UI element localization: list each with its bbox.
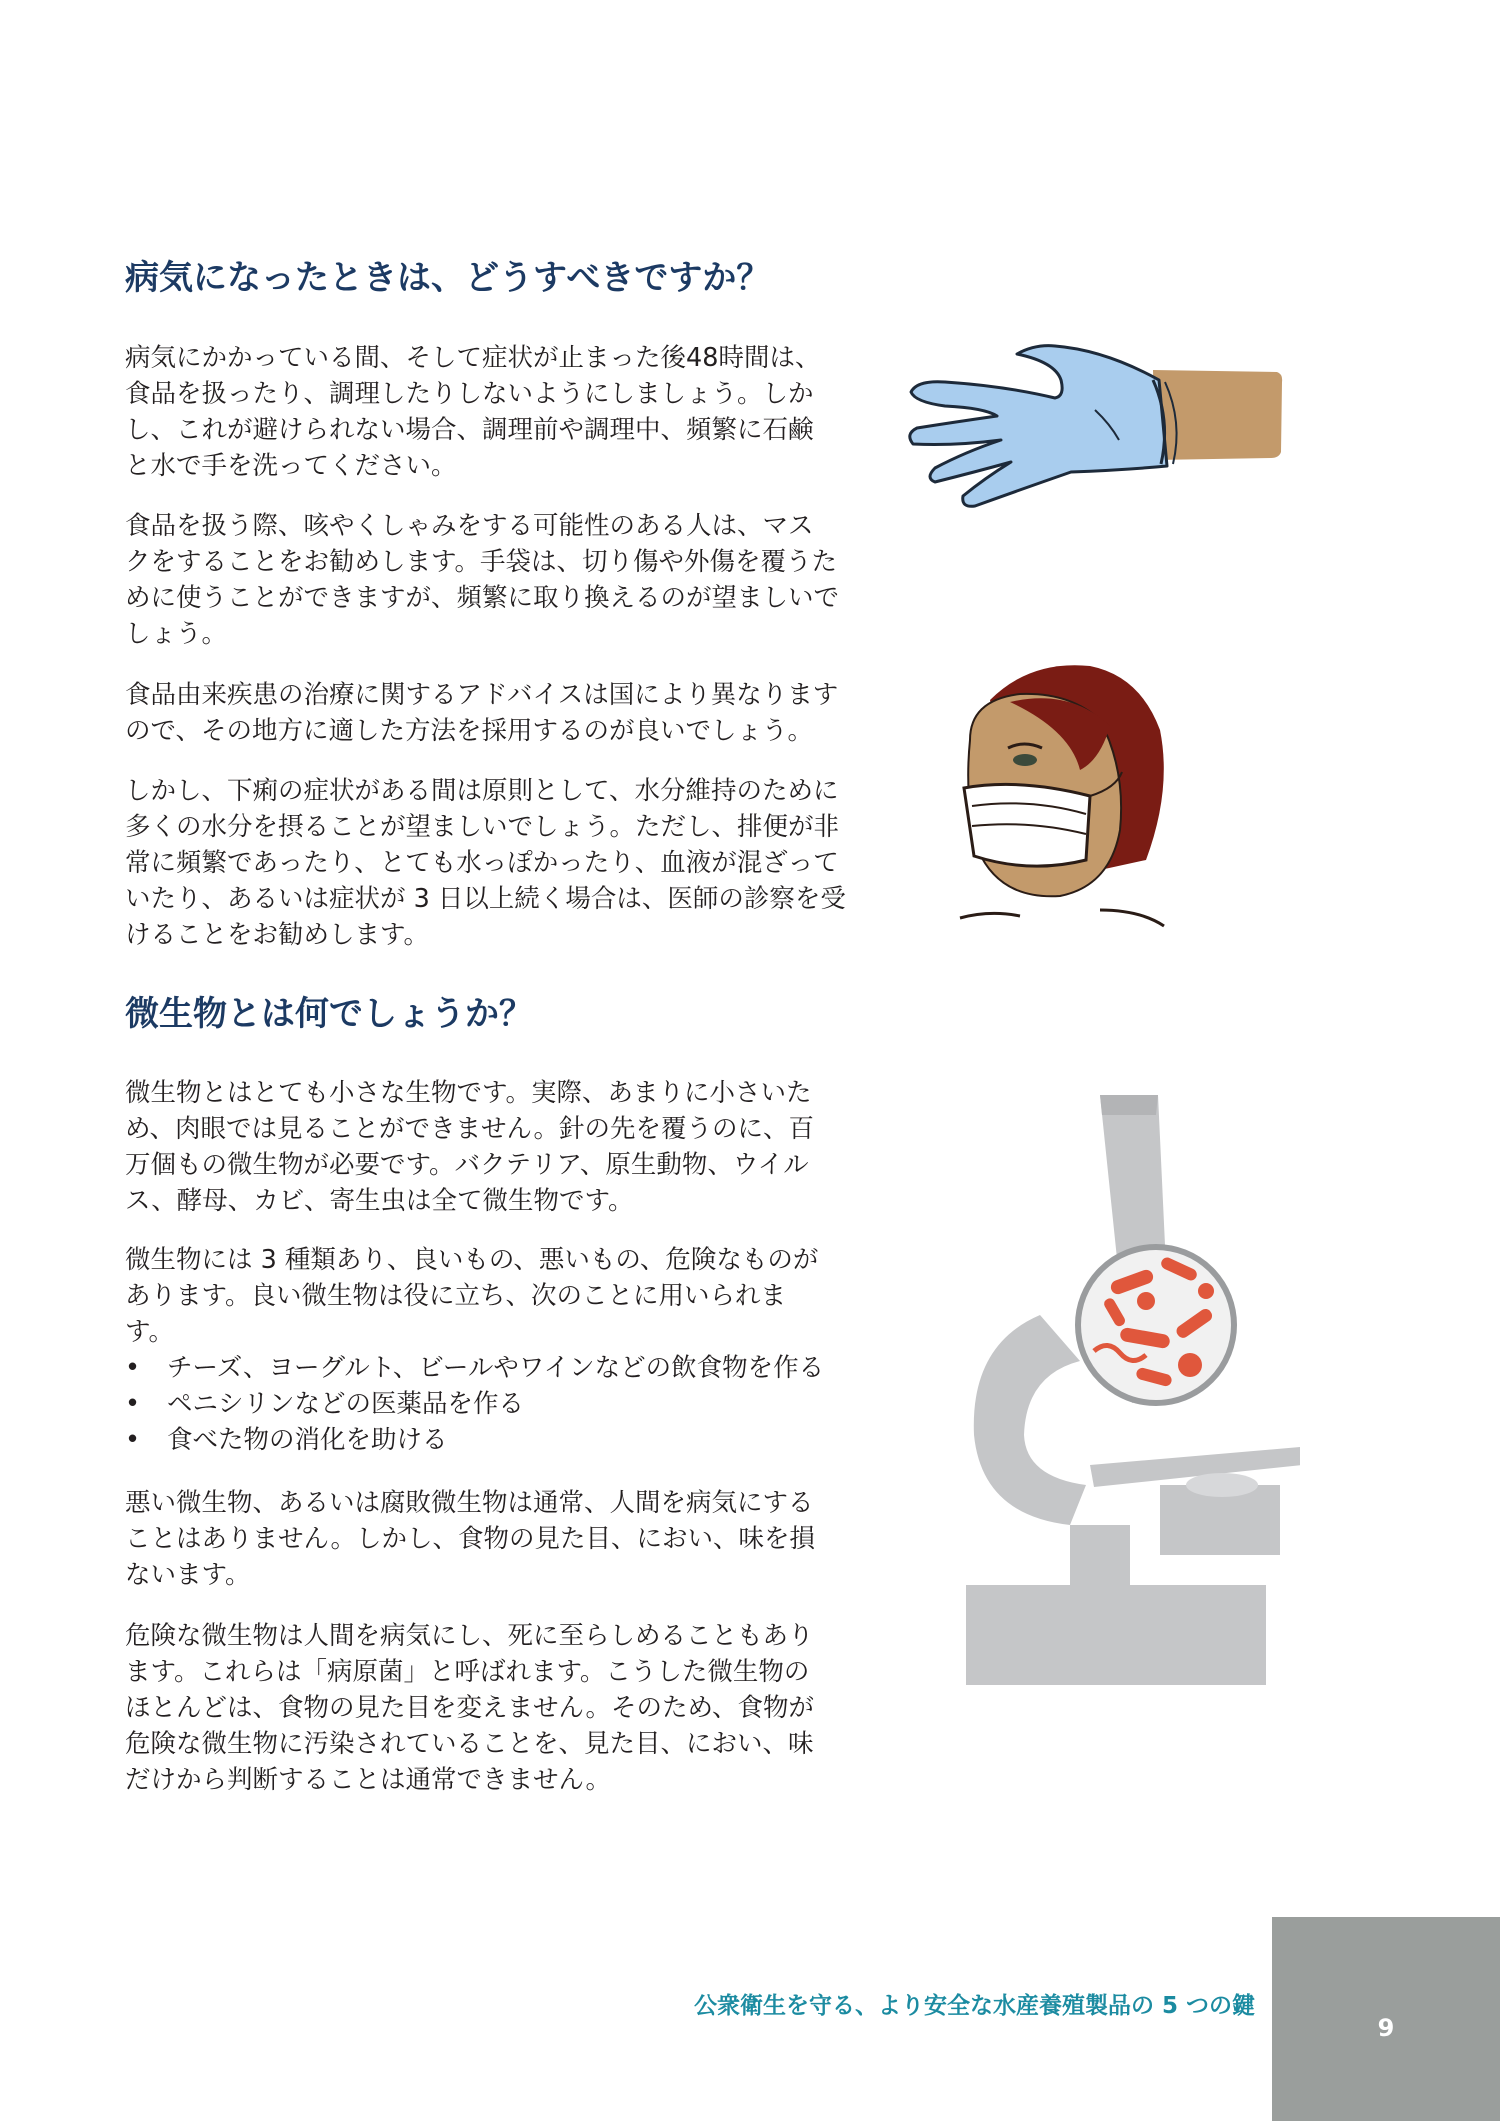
- paragraph-three-types: 微生物には 3 種類あり、良いもの、悪いもの、危険なものが あります。良い微生物は役に立ち、次のことに用いられま す。: [125, 1245, 819, 1347]
- shoulder-line: [1100, 910, 1164, 926]
- list-item: • チーズ、ヨーグルト、ビールやワインなどの飲食物を作る: [125, 1350, 824, 1386]
- microscope-base: [966, 1585, 1266, 1685]
- paragraph-spoilage-microbes: 悪い微生物、あるいは腐敗微生物は通常、人間を病気にする ことはありません。しかし、食物の見た目、におい、味を損 ないます。: [125, 1488, 816, 1590]
- shoulder-line: [960, 913, 1020, 918]
- forearm: [1153, 370, 1282, 460]
- footer-title: 公衆衛生を守る、より安全な水産養殖製品の 5 つの鍵: [693, 1993, 1255, 2019]
- microscope-pillar: [1070, 1525, 1130, 1585]
- microscope-eyepiece: [1100, 1095, 1158, 1115]
- eye: [1013, 754, 1037, 766]
- list-item: • 食べた物の消化を助ける: [125, 1422, 824, 1458]
- paragraph-treatment-advice: 食品由来疾患の治療に関するアドバイスは国により異なります ので、その地方に適した方法を採用するのが良いでしょう。: [125, 680, 839, 746]
- page-number: 9: [1377, 2014, 1395, 2042]
- paragraph-mask-gloves: 食品を扱う際、咳やくしゃみをする可能性のある人は、マス クをすることをお勧めします。手袋は、切り傷や外傷を覆うた めに使うことができますが、頻繁に取り換えるのが望ましいで しょう。: [125, 511, 840, 649]
- list-item: • ペニシリンなどの医薬品を作る: [125, 1386, 824, 1422]
- paragraph-pathogens: 危険な微生物は人間を病気にし、死に至らしめることもあり ます。これらは「病原菌」と呼ばれます。こうした微生物の ほとんどは、食物の見た目を変えません。そのため、食物が 危険な微生物に汚染されていることを、見た目、におい、味 だけから判断することは通常できません。: [125, 1621, 815, 1795]
- gloved-hand-illustration: [905, 340, 1285, 520]
- section-heading-illness: 病気になったときは、どうすべきですか？: [125, 258, 771, 298]
- good-microbe-uses-list: [125, 1350, 824, 1458]
- bullet-marker: •: [125, 1425, 141, 1455]
- bullet-marker: •: [125, 1389, 141, 1419]
- paragraph-rest-when-ill: 病気にかかっている間、そして症状が止まった後48時間は、 食品を扱ったり、調理したりしないようにしましょう。しか し、これが避けられない場合、調理前や調理中、頻繁に石鹸 と水で手を洗ってください。: [125, 343, 821, 481]
- microscope-arm: [974, 1315, 1086, 1525]
- microscope-knob: [1186, 1473, 1258, 1497]
- bullet-marker: •: [125, 1353, 141, 1383]
- microscope-with-bacteria-illustration: [960, 1085, 1300, 1690]
- person-wearing-mask-illustration: [950, 660, 1180, 930]
- glove: [910, 346, 1167, 507]
- section-heading-microorganisms: 微生物とは何でしょうか？: [125, 994, 533, 1034]
- paragraph-diarrhea-hydration: しかし、下痢の症状がある間は原則として、水分維持のために 多くの水分を摂ることが望ましいでしょう。ただし、排便が非 常に頻繁であったり、とても水っぽかったり、血液が混ざって いたり、あるいは症状が 3 日以上続く場合は、医師の診察を受 けることをお勧めします。: [125, 776, 846, 950]
- paragraph-what-are-microbes: 微生物とはとても小さな生物です。実際、あまりに小さいた め、肉眼では見ることができません。針の先を覆うのに、百 万個もの微生物が必要です。バクテリア、原生動物、ウイル ス、酵母、カビ、寄生虫は全て微生物です。: [125, 1078, 815, 1216]
